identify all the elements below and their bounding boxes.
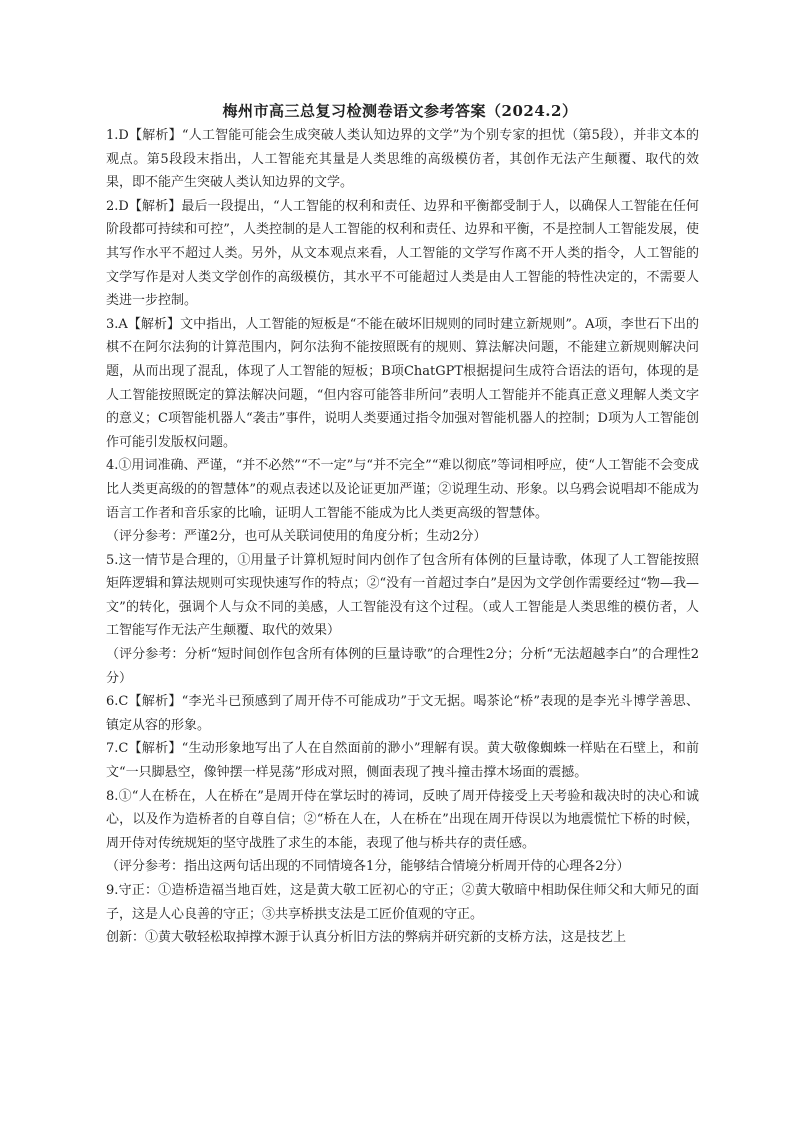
answer-5: 5.这一情节是合理的，①用量子计算机短时间内创作了包含所有体例的巨量诗歌，体现了人工智能按照矩阵逻辑和算法规则可实现快速写作的特点；②“没有一首超过李白”是因为文学创作需要经过“物—我—文”的转化，强调个人与众不同的美感，人工智能没有这个过程。（或人工智能是人类思维的模仿者，人工智能写作无法产生颠覆、取代的效果） <box>106 552 699 639</box>
answer-9-shouzheng: 9.守正：①造桥造福当地百姓，这是黄大敬工匠初心的守正；②黄大敬暗中相助保住师父和大师兄的面子，这是人心良善的守正；③共享桥拱支法是工匠价值观的守正。 <box>106 883 699 922</box>
answer-3: 3.A【解析】文中指出，人工智能的短板是“不能在破坏旧规则的同时建立新规则”。A项，李世石下出的棋不在阿尔法狗的计算范围内，阿尔法狗不能按照既有的规则、算法解决问题，不能建立新规则解决问题，从而出现了混乱，体现了人工智能的短板；B项ChatGPT根据提问生成符合语法的语句，体现的是人工智能按照既定的算法解决问题，“但内容可能答非所问”表明人工智能并不能真正意义理解人类文字的意义；C项智能机器人“袭击”事件，说明人类要通过指令加强对智能机器人的控制；D项为人工智能创作可能引发版权问题。 <box>106 316 699 450</box>
answer-7: 7.C【解析】“生动形象地写出了人在自然面前的渺小”理解有误。黄大敬像蜘蛛一样贴在石壁上，和前文“一只脚悬空，像钟摆一样晃荡”形成对照，侧面表现了拽斗撞击撑木场面的震撼。 <box>106 741 699 781</box>
scoring-note-4: （评分参考：严谨2分，也可从关联词使用的角度分析；生动2分） <box>106 529 487 545</box>
answer-2: 2.D【解析】最后一段提出，“人工智能的权利和责任、边界和平衡都受制于人，以确保人工智能在任何阶段都可持续和可控”，人类控制的是人工智能的权利和责任、边界和平衡，不是控制人工智能发展，使其写作水平不超过人类。另外，从文本观点来看，人工智能的文学写作离不开人类的指令，人工智能的文学写作是对人类文学创作的高级模仿，其水平不可能超过人类是由人工智能的特性决定的，不需要人类进一步控制。 <box>106 198 699 309</box>
scoring-note-5: （评分参考：分析“短时间创作包含所有体例的巨量诗歌”的合理性2分；分析“无法超越李白”的合理性2分） <box>106 647 699 686</box>
answer-6: 6.C【解析】“李光斗已预感到了周开侍不可能成功”于文无据。喝茶论“桥”表现的是李光斗博学善思、镇定从容的形象。 <box>106 694 699 733</box>
answer-8: 8.①“人在桥在，人在桥在”是周开侍在掌坛时的祷词，反映了周开侍接受上天考验和裁决时的决心和诚心，以及作为造桥者的自尊自信；②“桥在人在，人在桥在”出现在周开侍误以为地震慌忙下桥的时候，周开侍对传统规矩的坚守战胜了求生的本能，表现了他与桥共存的责任感。 <box>106 788 699 851</box>
answer-9-chuangxin: 创新：①黄大敬轻松取掉撑木源于认真分析旧方法的弊病并研究新的支桥方法，这是技艺上 <box>106 930 627 946</box>
scoring-note-8: （评分参考：指出这两句话出现的不同情境各1分，能够结合情境分析周开侍的心理各2分） <box>106 859 630 875</box>
answer-body <box>106 124 699 950</box>
answer-4: 4.①用词准确、严谨，“并不必然”“不一定”与“并不完全”“难以彻底”等词相呼应，使“人工智能不会变成比人类更高级的的智慧体”的观点表述以及论证更加严谨；②说理生动、形象。以乌鸦会说唱却不能成为语言工作者和音乐家的比喻，证明人工智能不能成为比人类更高级的智慧体。 <box>106 458 699 521</box>
answer-1: 1.D【解析】“人工智能可能会生成突破人类认知边界的文学”为个别专家的担忧（第5段），并非文本的观点。第5段段末指出，人工智能充其量是人类思维的高级模仿者，其创作无法产生颠覆、取代的效果，即不能产生突破人类认知边界的文学。 <box>106 128 699 191</box>
document-title: 梅州市高三总复习检测卷语文参考答案（2024.2） <box>222 102 578 120</box>
